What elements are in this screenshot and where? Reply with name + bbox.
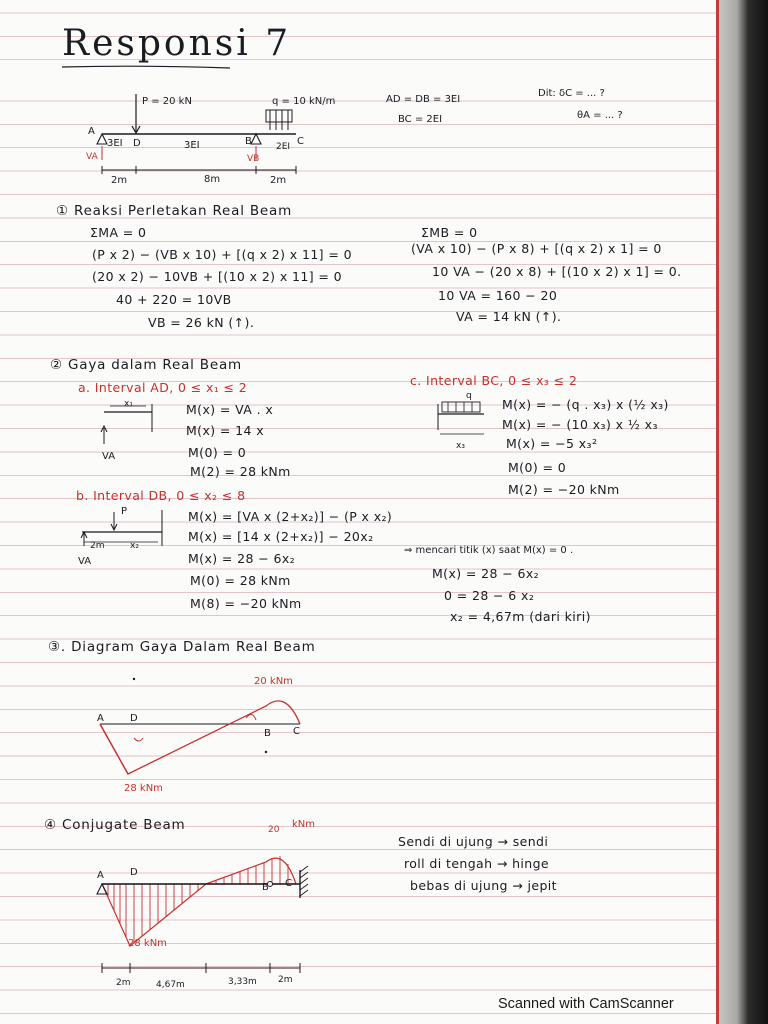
- conj-label-a: A: [97, 870, 104, 881]
- dim-3: 2m: [270, 175, 287, 186]
- fbd-bc-sketch: [434, 394, 492, 440]
- zero-line-1: ⇒ mencari titik (x) saat M(x) = 0 .: [404, 545, 574, 556]
- ei-bc-label: 2EI: [276, 142, 291, 152]
- s1-right-line-3: 10 VA − (20 x 8) + [(10 x 2) x 1] = 0.: [432, 264, 682, 279]
- ad-line-4: M(2) = 28 kNm: [190, 464, 291, 479]
- scanner-watermark: Scanned with CamScanner: [498, 996, 674, 1012]
- page-title: Responsi 7: [62, 23, 292, 64]
- va-label: VA: [86, 152, 98, 162]
- conj-top-unit: kNm: [292, 819, 316, 830]
- fbd-db-2m: 2m: [90, 541, 105, 551]
- fbd-bc-x3: x₃: [456, 441, 465, 451]
- interval-bc-heading: c. Interval BC, 0 ≤ x₃ ≤ 2: [410, 373, 578, 388]
- fbd-ad-va: VA: [102, 451, 116, 462]
- bc-line-5: M(2) = −20 kNm: [508, 482, 620, 497]
- conj-top-number: 20: [268, 825, 280, 835]
- s1-left-line-2: (P x 2) − (VB x 10) + [(q x 2) x 11] = 0: [92, 247, 352, 262]
- interval-db-heading: b. Interval DB, 0 ≤ x₂ ≤ 8: [76, 488, 246, 503]
- conj-dim-4: 2m: [278, 975, 293, 985]
- ei-db-label: 3EI: [184, 140, 200, 151]
- conj-label-d: D: [130, 867, 138, 878]
- conj-dim-1: 2m: [116, 978, 131, 988]
- conjugate-beam-diagram: [96, 838, 322, 978]
- beam-label-b: B: [245, 136, 252, 147]
- zero-line-3: 0 = 28 − 6 x₂: [444, 588, 535, 603]
- s1-left-line-1: ΣMA = 0: [90, 225, 147, 240]
- fbd-bc-q: q: [466, 391, 472, 401]
- fbd-ad-x1: x₁: [124, 399, 133, 409]
- s1-left-line-4: 40 + 220 = 10VB: [116, 292, 232, 307]
- bc-line-4: M(0) = 0: [508, 460, 567, 475]
- page-edge: [716, 0, 768, 1024]
- s1-right-line-4: 10 VA = 160 − 20: [438, 288, 558, 303]
- asked-rotation-a: θA = ... ?: [577, 110, 623, 121]
- conj-dim-2: 4,67m: [156, 980, 185, 990]
- note-line-3: bebas di ujung → jepit: [410, 878, 557, 893]
- load-q-label: q = 10 kN/m: [272, 96, 336, 107]
- section-4-heading: ④ Conjugate Beam: [44, 817, 186, 833]
- moment-diagram: [90, 676, 310, 796]
- title-underline: [62, 64, 232, 70]
- dim-2: 8m: [204, 174, 221, 185]
- conj-bottom-label: 28 kNm: [128, 938, 167, 949]
- zero-line-4: x₂ = 4,67m (dari kiri): [450, 609, 591, 624]
- fbd-db-va: VA: [78, 556, 92, 567]
- load-p-label: P = 20 kN: [142, 96, 192, 107]
- bc-line-2: M(x) = − (10 x₃) x ½ x₃: [502, 417, 658, 432]
- moment-peak-label: 20 kNm: [254, 676, 293, 687]
- moment-low-label: 28 kNm: [124, 783, 163, 794]
- ad-line-1: M(x) = VA . x: [186, 402, 274, 417]
- bc-line-1: M(x) = − (q . x₃) x (½ x₃): [502, 397, 669, 412]
- conj-label-c: C: [285, 878, 292, 889]
- ad-line-2: M(x) = 14 x: [186, 423, 265, 438]
- moment-label-d: D: [130, 713, 138, 724]
- note-line-1: Sendi di ujung → sendi: [398, 834, 549, 849]
- beam-label-d: D: [133, 138, 141, 149]
- ei-ad-label: 3EI: [107, 138, 123, 149]
- ad-line-3: M(0) = 0: [188, 445, 247, 460]
- db-line-1: M(x) = [VA x (2+x₂)] − (P x x₂): [188, 509, 393, 524]
- db-line-3: M(x) = 28 − 6x₂: [188, 551, 296, 566]
- moment-label-c: C: [293, 726, 300, 737]
- conj-dim-3: 3,33m: [228, 977, 257, 987]
- fbd-db-x2: x₂: [130, 541, 139, 551]
- dim-1: 2m: [111, 175, 128, 186]
- db-line-4: M(0) = 28 kNm: [190, 573, 291, 588]
- moment-label-b: B: [264, 728, 271, 739]
- vb-label: VB: [247, 154, 260, 164]
- s1-right-line-2: (VA x 10) − (P x 8) + [(q x 2) x 1] = 0: [411, 241, 662, 256]
- asked-deflection-c: Dit: δC = ... ?: [538, 88, 605, 99]
- given-ad-db: AD = DB = 3EI: [386, 94, 461, 105]
- note-line-2: roll di tengah → hinge: [404, 856, 550, 871]
- fbd-db-p: P: [121, 506, 128, 517]
- moment-label-a: A: [97, 713, 104, 724]
- beam-label-a: A: [88, 126, 95, 137]
- s1-right-line-5: VA = 14 kN (↑).: [456, 309, 562, 324]
- zero-line-2: M(x) = 28 − 6x₂: [432, 566, 540, 581]
- db-line-5: M(8) = −20 kNm: [190, 596, 302, 611]
- s1-right-line-1: ΣMB = 0: [421, 225, 478, 240]
- interval-ad-heading: a. Interval AD, 0 ≤ x₁ ≤ 2: [78, 380, 248, 395]
- beam-label-c: C: [297, 136, 304, 147]
- conj-label-b: B: [262, 882, 269, 893]
- s1-left-line-3: (20 x 2) − 10VB + [(10 x 2) x 11] = 0: [92, 269, 342, 284]
- db-line-2: M(x) = [14 x (2+x₂)] − 20x₂: [188, 529, 374, 544]
- section-1-heading: ① Reaksi Perletakan Real Beam: [56, 203, 293, 219]
- section-2-heading: ② Gaya dalam Real Beam: [50, 357, 242, 373]
- given-bc: BC = 2EI: [398, 114, 443, 125]
- s1-left-line-5: VB = 26 kN (↑).: [148, 315, 255, 330]
- bc-line-3: M(x) = −5 x₃²: [506, 436, 598, 451]
- section-3-heading: ③. Diagram Gaya Dalam Real Beam: [48, 639, 316, 655]
